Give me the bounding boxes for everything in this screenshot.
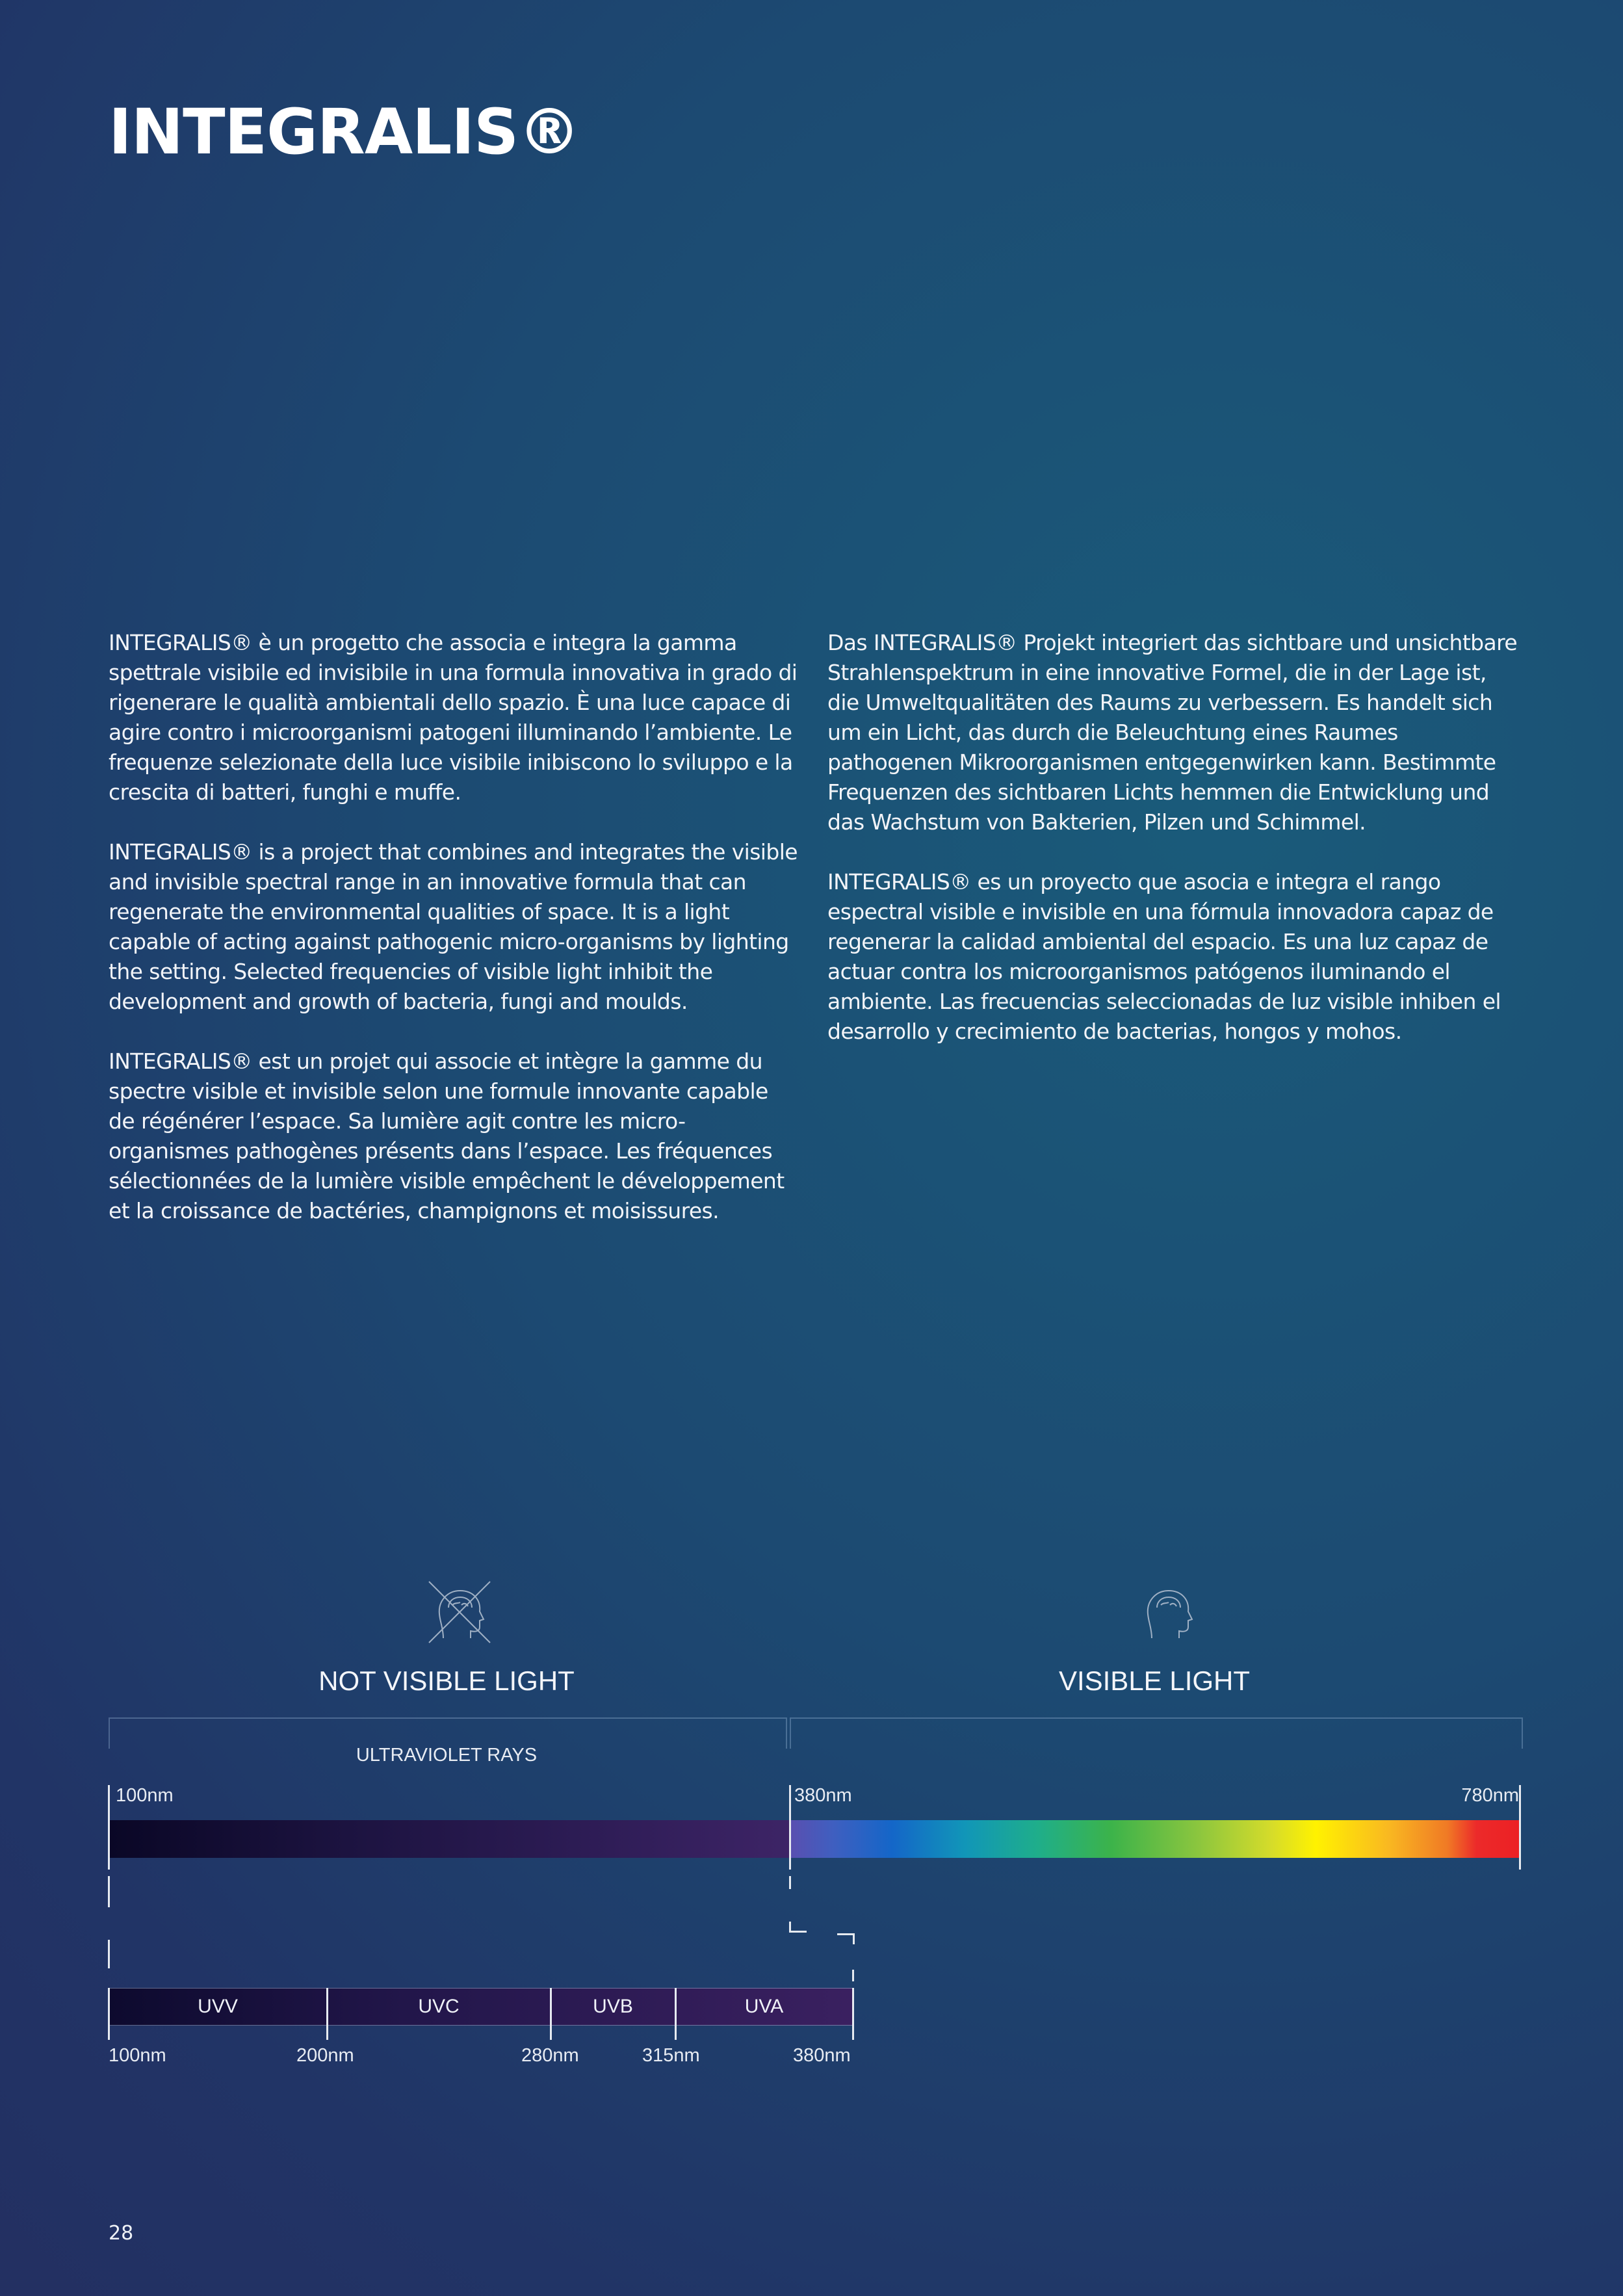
uv-tick-label-280nm: 280nm — [521, 2045, 579, 2066]
segment-uva: UVA — [744, 1996, 784, 2017]
uv-segments-bar — [109, 1988, 853, 2026]
zoom-corner-right — [837, 1933, 855, 1944]
uv-tick-315nm — [675, 1988, 677, 2040]
segment-uvc: UVC — [418, 1996, 460, 2017]
connector-left-upper — [108, 1876, 110, 1907]
tick-label-780nm: 780nm — [1461, 1785, 1519, 1806]
uv-tick-100nm — [108, 1988, 110, 2040]
tick-label-380nm: 380nm — [794, 1785, 852, 1806]
head-icon — [1132, 1576, 1204, 1648]
paragraph-italian: INTEGRALIS® è un progetto che associa e integra la gamma spettrale visibile ed invisibile in una formula innovativa in grado di rigenerare le qualità ambientali dello spazio. È una luce capace di agire contro i microorganismi patogeni illuminando l’ambiente. Le frequenze selezionate della luce visibile inibiscono lo sviluppo e la crescita di batteri, funghi e muffe. — [109, 630, 798, 805]
visible-spectrum-bar — [790, 1820, 1520, 1858]
tick-380nm — [789, 1785, 791, 1870]
not-visible-light-label: NOT VISIBLE LIGHT — [318, 1665, 575, 1696]
zoom-corner-left — [789, 1922, 807, 1933]
uv-tick-label-380nm: 380nm — [793, 2045, 851, 2066]
head-crossed-icon — [424, 1576, 495, 1648]
paragraph-french: INTEGRALIS® est un projet qui associe et intègre la gamme du spectre visible et invisible selon une formule innovante capable de régénérer l’espace. Sa lumière agit contre les micro-organismes pathogènes présents dans l’espace. Les fréquences sélectionnées de la lumière visible empêchent le développement et la croissance de bactéries, champignons et moisissures. — [109, 1049, 785, 1223]
visible-bracket — [790, 1717, 1523, 1749]
connector-right-lower — [852, 1970, 854, 1981]
paragraph-german: Das INTEGRALIS® Projekt integriert das sichtbare und unsichtbare Strahlenspektrum in eine innovative Formel, die in der Lage ist, die Umweltqualitäten des Raums zu verbessern. Es handelt sich um ein Licht, das durch die Beleuchtung eines Raumes pathogenen Mikroorganismen entgegenwirken kann. Bestimmte Frequenzen des sichtbaren Lichts hemmen die Entwicklung und das Wachstum von Bakterien, Pilzen und Schimmel. — [827, 630, 1518, 835]
right-column — [827, 628, 1523, 1076]
uv-tick-200nm — [326, 1988, 328, 2040]
connector-left-lower — [108, 1940, 110, 1968]
page-number: 28 — [109, 2222, 134, 2245]
paragraph-english: INTEGRALIS® is a project that combines and integrates the visible and invisible spectral range in an innovative formula that can regenerate the environmental qualities of space. It is a light capable of acting against pathogenic micro-organisms by lighting the setting. Selected frequencies of visible light inhibit the development and growth of bacteria, fungi and moulds. — [109, 839, 798, 1014]
uv-tick-380nm — [852, 1988, 854, 2040]
visible-light-label: VISIBLE LIGHT — [1058, 1665, 1251, 1696]
not-visible-bracket — [109, 1717, 787, 1749]
tick-780nm — [1519, 1785, 1521, 1870]
uv-tick-280nm — [550, 1988, 552, 2040]
left-column — [109, 628, 798, 1256]
tick-100nm — [108, 1785, 110, 1870]
ultraviolet-rays-label: ULTRAVIOLET RAYS — [356, 1745, 538, 1766]
uv-spectrum-bar — [109, 1820, 790, 1858]
connector-mid-upper — [789, 1876, 791, 1889]
segment-uvv: UVV — [198, 1996, 238, 2017]
uv-tick-label-315nm: 315nm — [642, 2045, 700, 2066]
segment-uvb: UVB — [593, 1996, 633, 2017]
tick-label-100nm: 100nm — [116, 1785, 174, 1806]
uv-tick-label-100nm: 100nm — [109, 2045, 166, 2066]
paragraph-spanish: INTEGRALIS® es un proyecto que asocia e integra el rango espectral visible e invisible en una fórmula innovadora capaz de regenerar la calidad ambiental del espacio. Es una luz capaz de actuar contra los microorganismos patógenos iluminando el ambiente. Las frecuencias seleccionadas de luz visible inhiben el desarrollo y crecimiento de bacterias, hongos y mohos. — [827, 869, 1501, 1044]
page-title: INTEGRALIS® — [109, 96, 580, 168]
uv-tick-label-200nm: 200nm — [296, 2045, 354, 2066]
